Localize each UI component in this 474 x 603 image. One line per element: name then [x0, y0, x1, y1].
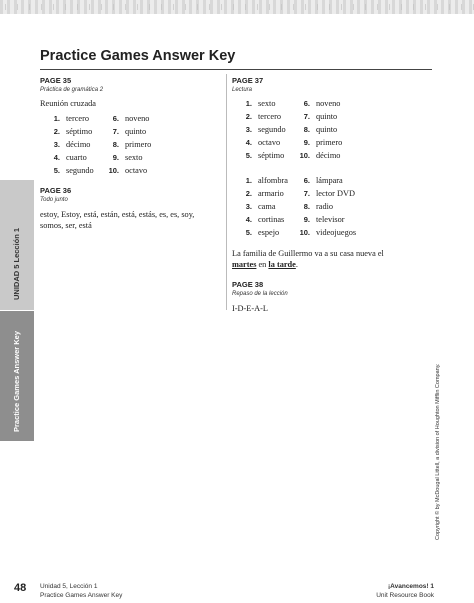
- item-number: 1.: [245, 176, 252, 185]
- answer-item: [48, 153, 87, 162]
- item-number: 5.: [245, 151, 252, 160]
- item-text: sexto: [258, 99, 276, 108]
- column-divider: [226, 74, 227, 310]
- answer-item: [107, 166, 147, 175]
- item-text: noveno: [125, 114, 150, 123]
- answer-item: [240, 189, 284, 198]
- answer-item: [298, 202, 333, 211]
- answer-item: [107, 140, 151, 149]
- item-text: tercero: [258, 112, 282, 121]
- item-text: radio: [316, 202, 334, 211]
- item-number: 2.: [245, 112, 252, 121]
- item-text: octavo: [125, 166, 148, 175]
- item-number: 8.: [303, 125, 310, 134]
- answer-item: [298, 125, 337, 134]
- page-37-subtitle: Lectura: [232, 87, 253, 93]
- page-title: Practice Games Answer Key: [40, 48, 236, 64]
- item-number: 9.: [303, 138, 310, 147]
- answer-item: [240, 125, 286, 134]
- item-number: 6.: [303, 176, 310, 185]
- answer-item: [107, 153, 143, 162]
- copyright-notice: Copyright © by McDougal Littell, a division of Houghton Mifflin Company.: [435, 363, 441, 540]
- item-number: 3.: [245, 202, 252, 211]
- page-37-sentence-line2: [232, 260, 298, 270]
- item-text: televisor: [316, 215, 345, 224]
- item-number: 8.: [112, 140, 119, 149]
- item-number: 3.: [245, 125, 252, 134]
- item-number: 9.: [112, 153, 119, 162]
- page-37-sentence-line1: La familia de Guillermo va a su casa nueva el: [232, 249, 384, 258]
- answer-item: [240, 215, 284, 224]
- item-number: 2.: [53, 127, 60, 136]
- sentence-end: .: [295, 260, 298, 269]
- item-number: 7.: [303, 112, 310, 121]
- item-number: 10.: [108, 166, 119, 175]
- item-number: 7.: [303, 189, 310, 198]
- page-35-heading: PAGE 35: [40, 76, 72, 85]
- item-text: primero: [125, 140, 152, 149]
- item-number: 5.: [245, 228, 252, 237]
- title-rule: [40, 69, 432, 70]
- answer-item: [48, 114, 89, 123]
- item-text: tercero: [66, 114, 90, 123]
- answer-item: [298, 215, 345, 224]
- answer-martes: martes: [232, 260, 257, 269]
- answer-item: [298, 151, 340, 160]
- page-36-answer-line2: somos, ser, está: [40, 221, 92, 230]
- page-36-subtitle: Todo junto: [40, 197, 68, 203]
- item-text: sexto: [125, 153, 143, 162]
- item-text: segundo: [66, 166, 94, 175]
- item-number: 4.: [245, 138, 252, 147]
- item-text: cama: [258, 202, 276, 211]
- answer-item: [107, 114, 149, 123]
- answer-item: [240, 228, 279, 237]
- answer-item: [298, 189, 355, 198]
- page-35-subtitle: Práctica de gramática 2: [40, 87, 104, 93]
- answer-item: [240, 202, 276, 211]
- side-tab-section-label: Practice Games Answer Key: [12, 330, 21, 432]
- answer-item: [240, 151, 284, 160]
- page-38-answer: I-D-E-A-L: [232, 304, 268, 313]
- item-text: cuarto: [66, 153, 87, 162]
- word-en: en: [258, 260, 267, 269]
- item-text: octavo: [258, 138, 281, 147]
- item-text: décimo: [66, 140, 91, 149]
- item-text: quinto: [316, 125, 338, 134]
- page-number: 48: [14, 582, 27, 594]
- item-text: lámpara: [316, 176, 343, 185]
- answer-item: [240, 176, 288, 185]
- answer-item: [107, 127, 146, 136]
- answer-item: [240, 112, 281, 121]
- item-number: 6.: [112, 114, 119, 123]
- page-38-subtitle: Repaso de la lección: [232, 291, 288, 297]
- item-number: 10.: [299, 151, 310, 160]
- answer-item: [298, 99, 340, 108]
- answer-item: [298, 228, 356, 237]
- item-text: lector DVD: [316, 189, 355, 198]
- item-number: 5.: [53, 166, 60, 175]
- item-text: primero: [316, 138, 343, 147]
- decorative-header-band: [0, 0, 474, 14]
- item-text: séptimo: [258, 151, 285, 160]
- item-number: 4.: [245, 215, 252, 224]
- answer-item: [298, 138, 342, 147]
- item-text: quinto: [316, 112, 338, 121]
- item-number: 1.: [53, 114, 60, 123]
- answer-item: [48, 127, 92, 136]
- item-number: 4.: [53, 153, 60, 162]
- item-text: alfombra: [258, 176, 288, 185]
- answer-item: [240, 138, 280, 147]
- footer-right-line1: ¡Avancemos! 1: [388, 583, 434, 590]
- page-37-heading: PAGE 37: [232, 76, 264, 85]
- answer-item: [298, 112, 337, 121]
- footer-right-line2: Unit Resource Book: [376, 592, 434, 599]
- item-text: cortinas: [258, 215, 285, 224]
- item-number: 10.: [299, 228, 310, 237]
- item-text: séptimo: [66, 127, 93, 136]
- item-number: 6.: [303, 99, 310, 108]
- band-pattern: [0, 4, 474, 10]
- item-number: 8.: [303, 202, 310, 211]
- footer-left-line2: Practice Games Answer Key: [40, 592, 123, 599]
- item-text: armario: [258, 189, 284, 198]
- answer-item: [48, 140, 90, 149]
- footer-left-line1: Unidad 5, Lección 1: [40, 583, 98, 590]
- item-text: videojuegos: [316, 228, 357, 237]
- item-text: segundo: [258, 125, 286, 134]
- page-36-heading: PAGE 36: [40, 186, 72, 195]
- item-number: 9.: [303, 215, 310, 224]
- page-38-heading: PAGE 38: [232, 280, 264, 289]
- answer-item: [240, 99, 276, 108]
- item-text: décimo: [316, 151, 341, 160]
- item-text: noveno: [316, 99, 341, 108]
- item-text: quinto: [125, 127, 147, 136]
- item-number: 2.: [245, 189, 252, 198]
- page-36-answer-line1: estoy, Estoy, está, están, está, estás, es, es, soy,: [40, 210, 195, 219]
- answer-item: [298, 176, 343, 185]
- item-number: 3.: [53, 140, 60, 149]
- answer-la-tarde: la tarde: [268, 260, 296, 269]
- item-number: 1.: [245, 99, 252, 108]
- item-text: espejo: [258, 228, 280, 237]
- item-number: 7.: [112, 127, 119, 136]
- answer-item: [48, 166, 94, 175]
- page-35-intro: Reunión cruzada: [40, 99, 96, 108]
- side-tab-unit-label: UNIDAD 5 Lección 1: [12, 227, 21, 300]
